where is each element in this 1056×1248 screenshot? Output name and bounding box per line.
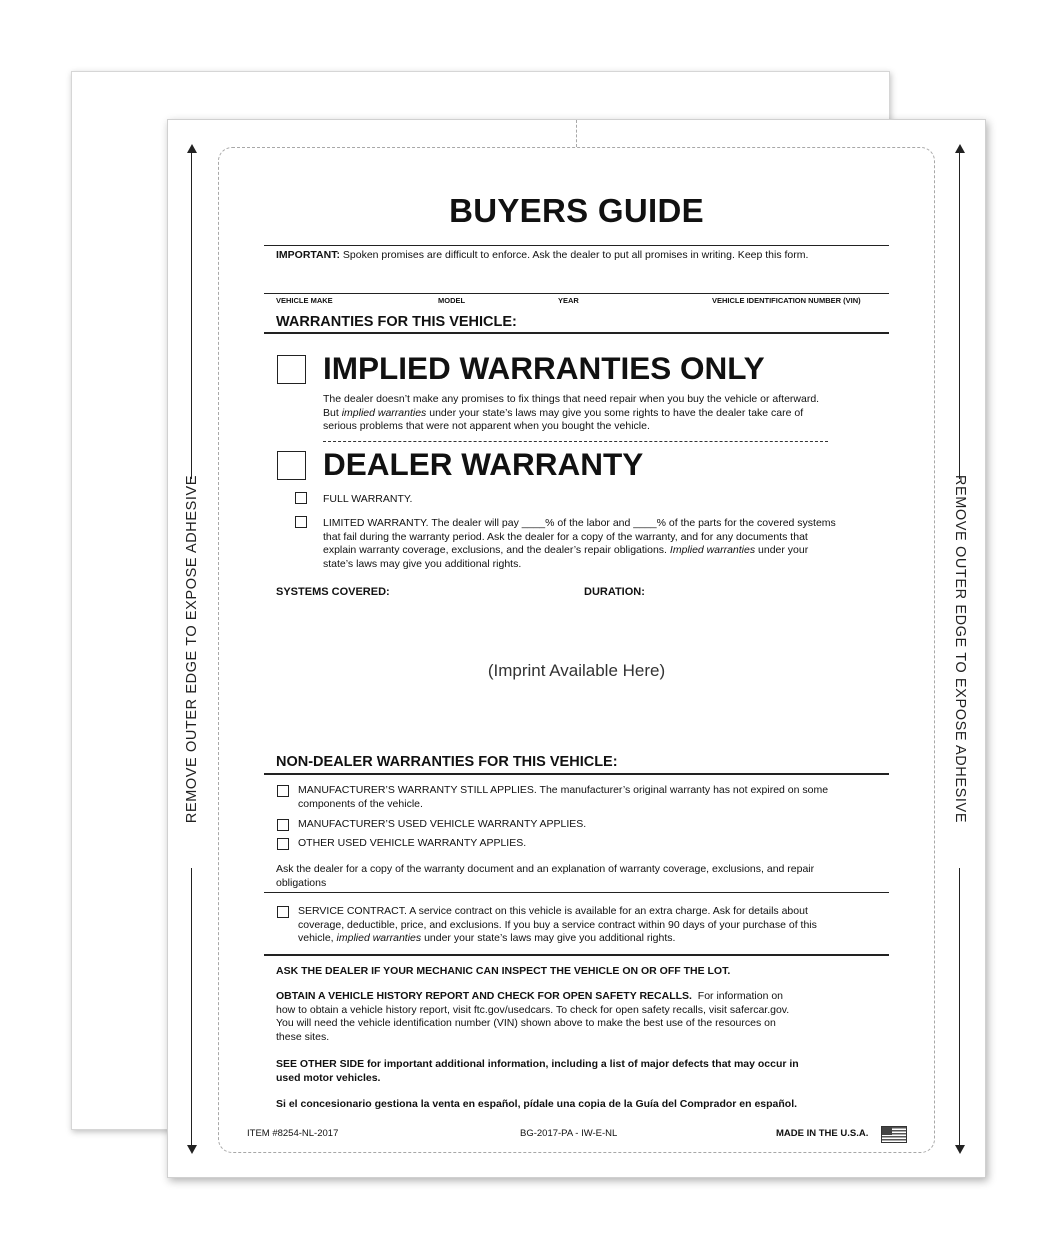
implied-line: The dealer doesn’t make any promises to fix things that need repair when you buy the vehicle or afterward. [323, 393, 820, 405]
limited-warranty-text [323, 517, 883, 571]
dashed-separator [323, 441, 828, 442]
manufacturer-warranty-checkbox[interactable] [277, 785, 289, 797]
limited-warranty-checkbox[interactable] [295, 516, 307, 528]
item-number: ITEM #8254-NL-2017 [247, 1128, 339, 1139]
text-line: used motor vehicles. [276, 1071, 381, 1084]
text-line: You will need the vehicle identification number (VIN) shown above to make the best use of the resources on [276, 1017, 776, 1029]
text: implied warranties [336, 932, 422, 944]
text-line: SERVICE CONTRACT. A service contract on this vehicle is available for an extra charge. Ask for details about [298, 905, 808, 917]
history-report-text [276, 990, 886, 1044]
divider [264, 245, 889, 246]
important-text: Spoken promises are difficult to enforce. Ask the dealer to put all promises in writing. Keep this form. [342, 249, 809, 261]
implied-warranties-heading: IMPLIED WARRANTIES ONLY [323, 350, 765, 386]
limited-line: that fail during the warranty period. Ask the dealer for a copy of the warranty, and for any documents that [323, 530, 808, 543]
peel-instruction-left: REMOVE OUTER EDGE TO EXPOSE ADHESIVE [184, 474, 200, 824]
text: explain warranty coverage, exclusions, and the dealer’s repair obligations. [323, 544, 667, 556]
divider [264, 892, 889, 893]
text-line: coverage, deductible, price, and exclusions. If you buy a service contract within 90 days of your purchase of this [298, 918, 817, 931]
year-label: YEAR [558, 296, 579, 305]
us-flag-icon [881, 1126, 907, 1143]
full-warranty-label: FULL WARRANTY. [323, 493, 413, 505]
see-other-side-text [276, 1058, 886, 1085]
text-line: components of the vehicle. [298, 797, 423, 810]
limited-line: LIMITED WARRANTY. The dealer will pay ____% of the labor and ____% of the parts for the covered systems [323, 517, 836, 529]
duration-label: DURATION: [584, 586, 645, 598]
top-perforation [576, 120, 577, 147]
text: But [323, 406, 339, 419]
other-used-checkbox[interactable] [277, 838, 289, 850]
text-line: MANUFACTURER’S WARRANTY STILL APPLIES. The manufacturer’s original warranty has not expired on some [298, 784, 829, 796]
edge-line [959, 152, 960, 479]
limited-line [323, 544, 883, 558]
mechanic-notice: ASK THE DEALER IF YOUR MECHANIC CAN INSPECT THE VEHICLE ON OR OFF THE LOT. [276, 965, 731, 977]
text-line: Ask the dealer for a copy of the warranty document and an explanation of warranty coverage, exclusions, and repair [276, 863, 815, 875]
implied-line [323, 407, 883, 421]
ask-dealer-text [276, 863, 886, 890]
arrow-up-icon [955, 144, 965, 153]
vehicle-info-line [264, 293, 889, 294]
divider [264, 332, 889, 334]
text: For information on [697, 990, 784, 1002]
arrow-down-icon [187, 1145, 197, 1154]
text: under your [758, 544, 809, 556]
implied-line: serious problems that were not apparent when you bought the vehicle. [323, 420, 650, 432]
divider [264, 954, 889, 956]
left-peel-edge [180, 144, 204, 1154]
flag-canton [882, 1127, 892, 1135]
page-title: BUYERS GUIDE [449, 192, 704, 229]
limited-line: state’s laws may give you additional rights. [323, 557, 522, 570]
dealer-warranty-heading: DEALER WARRANTY [323, 446, 644, 482]
text-line: SEE OTHER SIDE for important additional information, including a list of major defects that may occur in [276, 1058, 799, 1070]
edge-line [191, 868, 192, 1146]
manufacturer-used-checkbox[interactable] [277, 819, 289, 831]
made-in-usa: MADE IN THE U.S.A. [776, 1128, 869, 1139]
text: OBTAIN A VEHICLE HISTORY REPORT AND CHECK FOR OPEN SAFETY RECALLS. [276, 990, 692, 1002]
warranties-heading: WARRANTIES FOR THIS VEHICLE: [276, 314, 517, 330]
text: under your state’s laws may give you some rights to have the dealer take care of [429, 406, 804, 419]
arrow-down-icon [955, 1145, 965, 1154]
text: vehicle, [298, 932, 334, 944]
systems-covered-label: SYSTEMS COVERED: [276, 586, 390, 598]
text-line: these sites. [276, 1030, 330, 1043]
text: Implied warranties [669, 544, 756, 556]
text-line [298, 932, 888, 946]
important-label: IMPORTANT: [276, 249, 340, 261]
full-warranty-checkbox[interactable] [295, 492, 307, 504]
manufacturer-used-text: MANUFACTURER’S USED VEHICLE WARRANTY APPLIES. [298, 818, 587, 830]
arrow-up-icon [187, 144, 197, 153]
text-line: how to obtain a vehicle history report, visit ftc.gov/usedcars. To check for open safety recalls, visit safercar.gov. [276, 1003, 790, 1016]
edge-line [191, 152, 192, 479]
model-label: MODEL [438, 296, 466, 305]
implied-warranties-checkbox[interactable] [277, 355, 306, 384]
manufacturer-warranty-text [298, 784, 888, 811]
text: under your state’s laws may give you additional rights. [424, 932, 676, 944]
right-peel-edge [948, 144, 972, 1154]
important-notice [276, 249, 808, 263]
text-line: obligations [276, 876, 327, 889]
edge-line [959, 868, 960, 1146]
text-line [276, 990, 886, 1004]
form-code: BG-2017-PA - IW-E-NL [520, 1128, 618, 1139]
buyers-guide-sheet [167, 119, 986, 1178]
imprint-placeholder: (Imprint Available Here) [487, 661, 666, 680]
peel-instruction-right: REMOVE OUTER EDGE TO EXPOSE ADHESIVE [952, 474, 968, 824]
service-contract-text [298, 905, 888, 946]
spanish-notice: Si el concesionario gestiona la venta en español, pídale una copia de la Guía del Comprador en español. [276, 1098, 798, 1110]
implied-warranties-text [323, 393, 883, 434]
dealer-warranty-checkbox[interactable] [277, 451, 306, 480]
text: implied warranties [341, 406, 427, 419]
divider [264, 773, 889, 775]
vin-label: VEHICLE IDENTIFICATION NUMBER (VIN) [712, 296, 861, 305]
other-used-text: OTHER USED VEHICLE WARRANTY APPLIES. [298, 837, 527, 849]
non-dealer-heading: NON-DEALER WARRANTIES FOR THIS VEHICLE: [276, 754, 618, 770]
service-contract-checkbox[interactable] [277, 906, 289, 918]
vehicle-make-label: VEHICLE MAKE [276, 296, 333, 305]
